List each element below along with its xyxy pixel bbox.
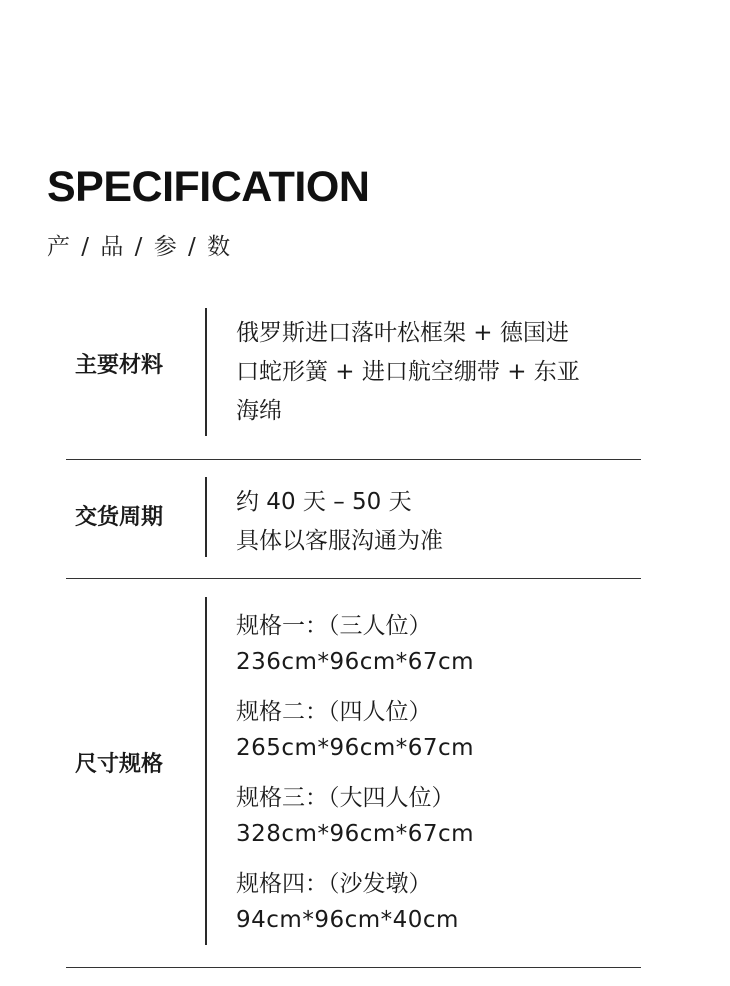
materials-line: 俄罗斯进口落叶松框架 + 德国进 bbox=[236, 320, 569, 346]
spec-item bbox=[236, 866, 636, 938]
spec-size: 236cm*96cm*67cm bbox=[236, 649, 475, 675]
row-divider-vertical bbox=[205, 477, 207, 557]
spec-name: 规格一：（三人位） bbox=[236, 613, 432, 639]
spec-item bbox=[236, 780, 636, 852]
row-separator bbox=[66, 459, 641, 460]
spec-size: 328cm*96cm*67cm bbox=[236, 821, 475, 847]
page-title: SPECIFICATION bbox=[47, 163, 370, 211]
spec-name: 规格四：（沙发墩） bbox=[236, 871, 432, 897]
row-separator bbox=[66, 967, 641, 968]
spec-size: 94cm*96cm*40cm bbox=[236, 907, 459, 933]
row-label-dimensions: 尺寸规格 bbox=[75, 752, 164, 777]
spec-item bbox=[236, 608, 636, 680]
row-label-materials: 主要材料 bbox=[75, 353, 164, 378]
spec-size: 265cm*96cm*67cm bbox=[236, 735, 475, 761]
page-subtitle: 产 / 品 / 参 / 数 bbox=[47, 234, 233, 260]
materials-line: 口蛇形簧 + 进口航空绷带 + 东亚 bbox=[236, 359, 580, 385]
row-separator bbox=[66, 578, 641, 579]
row-divider-vertical bbox=[205, 308, 207, 436]
delivery-line: 约 40 天 – 50 天 bbox=[236, 489, 412, 515]
row-label-delivery: 交货周期 bbox=[75, 505, 164, 530]
spec-item bbox=[236, 694, 636, 766]
row-divider-vertical bbox=[205, 597, 207, 945]
row-value-delivery bbox=[236, 483, 636, 561]
spec-name: 规格三：（大四人位） bbox=[236, 785, 455, 811]
delivery-line: 具体以客服沟通为准 bbox=[236, 528, 443, 554]
spec-name: 规格二：（四人位） bbox=[236, 699, 432, 725]
row-value-materials bbox=[236, 314, 636, 431]
row-value-dimensions bbox=[236, 608, 636, 952]
materials-line: 海绵 bbox=[236, 398, 282, 424]
